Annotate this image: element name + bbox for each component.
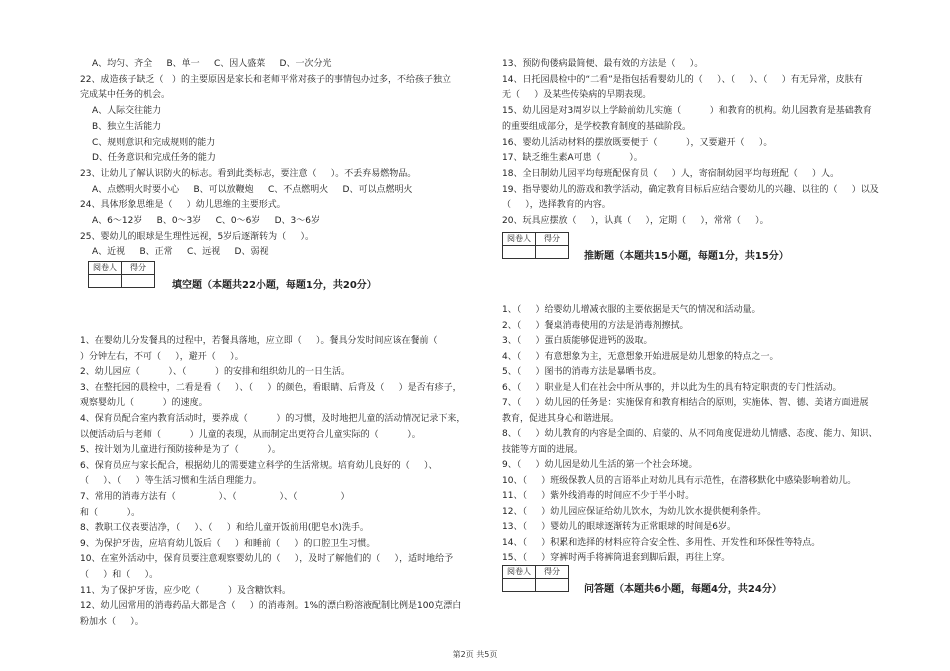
question-line: 7、常用的消毒方法有（ ）、（ ）、（ ） [80,492,350,502]
question-line: 和（ ）。 [80,507,141,518]
question-line: 的重要组成部分，是学校教育制度的基础阶段。 [502,121,692,132]
question-line: 13、预防佝偻病最简便、最有效的方法是（ ）。 [502,59,704,69]
question-line: A、点燃明火时要小心 B、可以放鞭炮 C、不点燃明火 D、可以点燃明火 [92,184,413,195]
question-line: C、规则意识和完成规则的能力 [92,137,216,148]
question-line: A、人际交往能力 [92,106,162,117]
question-line: 以便活动后与老师（ ）儿童的表现，从而制定出更符合儿童实际的（ ）。 [80,429,421,440]
score-cell [536,579,569,592]
question-line: 25、婴幼儿的眼球是生理性远视，5岁后逐渐转为（ ）。 [80,231,314,242]
question-line: 粉加水（ ）。 [80,616,144,627]
question-line: 完成某中任务的机会。 [80,90,171,101]
question-line: 18、全日制幼儿园平均每班配保育员（ ）人，寄宿制幼园平均每班配（ ）人。 [502,168,840,179]
question-line: 2、（ ）餐桌消毒使用的方法是消毒剂擦拭。 [502,320,689,331]
score-label: 得分 [536,233,569,246]
question-line: D、任务意识和完成任务的能力 [92,153,216,164]
question-line: A、6～12岁 B、0～3岁 C、0～6岁 D、3～6岁 [92,216,320,226]
question-line: ）分钟左右，不可（ ），避开（ ）。 [80,351,244,362]
score-cell [122,275,155,288]
qa-section-title: 问答题（本题共6小题，每题4分，共24分） [584,584,782,595]
grader-label: 阅卷人 [89,262,122,275]
grader-label: 阅卷人 [503,566,536,579]
question-line: 1、在婴幼儿分发餐具的过程中，若餐具落地，应立即（ ）。餐具分发时间应该在餐前（ [80,336,438,346]
question-line: 17、缺乏维生素A可患（ ）。 [502,153,643,164]
question-line: 11、为了保护牙齿，应少吃（ ）及含糖饮料。 [80,585,292,596]
question-line: 13、（ ）婴幼儿的眼球逐渐转为正常眼球的时间是6岁。 [502,522,736,532]
question-line: 10、（ ）班级保教人员的言语举止对幼儿具有示范性，在潜移默化中感染影响着幼儿。 [502,475,857,486]
question-line: 8、（ ）幼儿教育的内容是全面的、启蒙的、从不同角度促进幼儿情感、态度、能力、知识、 [502,429,878,439]
question-line: 6、保育员应与家长配合，根据幼儿的需要建立科学的生活常规。培育幼儿良好的（ ）、 [80,460,438,471]
question-line: 3、在整托园的晨检中，二看是看（ ）、（ ）的颜色，看眼睛、后背及（ ）是否有疹子， [80,382,462,393]
question-line: 4、保育员配合室内教育活动时，要养成（ ）的习惯，及时地把儿童的活动情况记录下来， [80,414,466,424]
score-box [502,565,569,592]
page-number: 第2页 共5页 [452,650,498,659]
question-line: 4、（ ）有意想象为主，无意想象开始进展是幼儿想象的特点之一。 [502,351,779,362]
grader-cell [89,275,122,288]
question-line: A、均匀、齐全 B、单一 C、因人盛菜 D、一次分光 [92,59,332,69]
question-line: 2、幼儿园应（ ）、（ ）的安排和组织幼儿的一日生活。 [80,367,350,378]
score-box [502,232,569,259]
question-line: （ ）、（ ）等生活习惯和生活自理能力。 [80,476,262,487]
score-label: 得分 [536,566,569,579]
score-label: 得分 [122,262,155,275]
question-line: A、近视 B、正常 C、远视 D、弱视 [92,247,269,258]
question-line: 无（ ）及某些传染病的早期表现。 [502,90,652,101]
question-line: 23、让幼儿了解认识防火的标志。看到此类标志，要注意（ ）。不丢弃易燃物品。 [80,168,417,179]
question-line: 14、（ ）积累和选择的材料应符合安全性、多用性、开发性和环保性等特点。 [502,537,821,548]
grader-cell [503,579,536,592]
question-line: 15、（ ）穿裤时两手将裤筒退套到脚后跟，再往上穿。 [502,553,731,563]
grader-cell [503,246,536,259]
judgment-section-title: 推断题（本题共15小题，每题1分，共15分） [584,251,789,262]
question-line: 6、（ ）职业是人们在社会中所从事的，并以此为生的具有特定职责的专门性活动。 [502,382,842,393]
question-line: 观察婴幼儿（ ）的速度。 [80,398,208,409]
score-box [88,261,155,288]
question-line: 3、（ ）蛋白质能够促进钙的汲取。 [502,336,653,346]
question-line: 1、（ ）给婴幼儿增减衣服的主要依据是天气的情况和活动量。 [502,305,761,315]
grader-label: 阅卷人 [503,233,536,246]
question-line: 24、具体形象思维是（ ）幼儿思维的主要形式。 [80,200,286,211]
question-line: 9、（ ）幼儿园是幼儿生活的第一个社会环境。 [502,460,698,470]
left-column [80,0,480,640]
fill-blank-section-title: 填空题（本题共22小题，每题1分，共20分） [172,280,377,291]
question-line: 9、为保护牙齿，应培育幼儿饭后（ ）和睡前（ ）的口腔卫生习惯。 [80,538,376,549]
question-line: （ ）和（ ）。 [80,570,159,580]
question-line: 技能等方面的进展。 [502,444,584,455]
score-cell [536,246,569,259]
question-line: B、独立生活能力 [92,121,162,132]
question-line: 5、（ ）图书的消毒方法是暴晒书皮。 [502,367,662,377]
question-line: 10、在室外活动中，保育员要注意观察婴幼儿的（ ），及时了解他们的（ ），适时地给予 [80,554,454,565]
question-line: 12、幼儿园常用的消毒药品大都是含（ ）的消毒剂。1%的漂白粉溶液配制比例是100克漂白 [80,601,462,612]
question-line: 22、成造孩子缺乏（ ）的主要原因是家长和老师平常对孩子的事情包办过多，不给孩子独立 [80,74,452,85]
right-column [502,0,912,640]
question-line: 15、幼儿园是对3周岁以上学龄前幼儿实施（ ）和教育的机构。幼儿园教育是基础教育 [502,106,872,117]
question-line: 14、日托园晨检中的“二看”是指包括看婴幼儿的（ ）、（ ）、（ ）有无异常，皮肤有 [502,74,863,85]
question-line: 19、指导婴幼儿的游戏和教学活动，确定教育目标后应结合婴幼儿的兴趣、以往的（ ）以及 [502,184,879,195]
question-line: 8、教职工仪表要洁净，（ ）、（ ）和给儿童开饭前用(肥皂水)洗手。 [80,523,369,534]
question-line: （ ），选择教育的内容。 [502,200,611,211]
question-line: 7、（ ）幼儿园的任务是：实施保育和教育相结合的原则，实施体、智、德、美诸方面进展 [502,398,869,408]
question-line: 12、（ ）幼儿园应保证给幼儿饮水，为幼儿饮水提供便利条件。 [502,506,767,517]
question-line: 5、按计划为儿童进行预防接种是为了（ ）。 [80,445,281,456]
question-line: 11、（ ）紫外线消毒的时间应不少于半小时。 [502,491,695,501]
question-line: 教育，促进其身心和谐进展。 [502,413,620,424]
question-line: 20、玩具应摆放（ ），认真（ ），定期（ ），常常（ ）。 [502,216,769,226]
question-line: 16、婴幼儿活动材料的摆放既要便于（ ），又要避开（ ）。 [502,137,773,148]
